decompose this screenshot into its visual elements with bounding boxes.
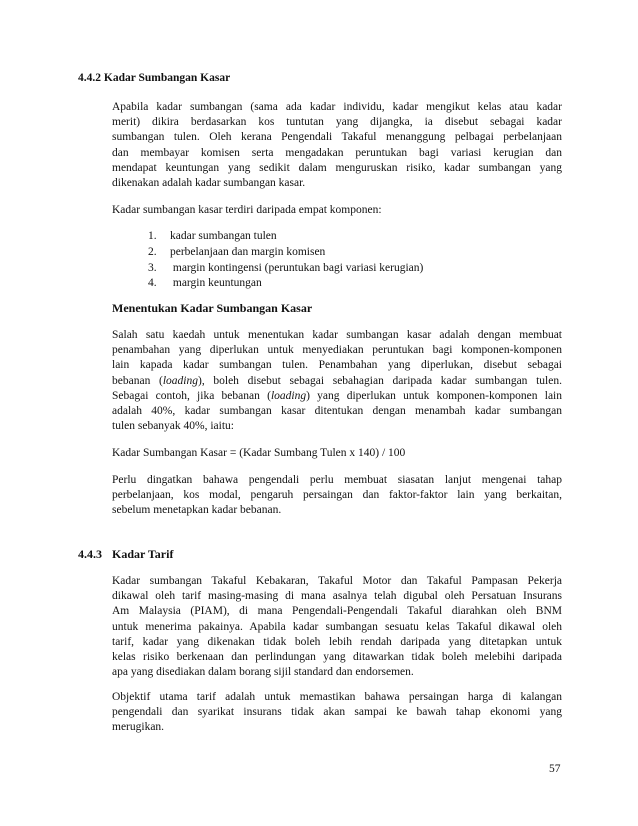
text-line: merit) dikira berdasarkan kos tuntutan yang dijangka, ia disebut sebagai kadar [112, 116, 562, 129]
text-line: lain kapada kadar sumbangan tulen. Penambahan yang diperlukan, disebut sebagai [112, 359, 562, 372]
text-line: sebelum menetapkan kadar bebanan. [112, 504, 282, 517]
text-line: dikawal oleh tarif masing-masing di mana asalnya telah digubal oleh Persatuan Insurans [112, 590, 562, 603]
text-line: dan membayar komisen serta mengadakan peruntukan bagi variasi kerugian dan [112, 146, 562, 159]
paragraph-method [112, 328, 562, 434]
section-title-kadar-tarif: Kadar Tarif [112, 547, 174, 561]
text-line: mendapat keuntungan yang sedikit dalam menguruskan risiko, kadar sumbangan yang [112, 161, 562, 174]
list-item [148, 276, 423, 292]
section-number-4-4-3: 4.4.3 [78, 547, 102, 561]
paragraph-components-intro [112, 203, 562, 218]
text-line: tulen sebanyak 40%, iaitu: [112, 420, 234, 433]
text-run: ) yang diperlukan untuk komponen-komponen lain [306, 389, 563, 402]
text-line: Kadar sumbangan Takaful Kebakaran, Takaful Motor dan Takaful Pampasan Pekerja [112, 575, 562, 587]
paragraph-tariff [112, 574, 562, 680]
text-line: adalah 40%, kadar sumbangan kasar ditentukan dengan menambah kadar sumbangan [112, 405, 562, 418]
text-line: Salah satu kaedah untuk menentukan kadar sumbangan kasar adalah dengan membuat [112, 329, 562, 341]
text-line: Objektif utama tarif adalah untuk memastikan bahawa persaingan harga di kalangan [112, 691, 562, 703]
list-item [148, 245, 423, 261]
list-item-text: margin keuntungan [170, 277, 262, 290]
text-line: penambahan yang diperlukan untuk menyediakan peruntukan bagi komponen-komponen [112, 344, 562, 357]
text-line [112, 374, 562, 389]
text-line: pengendali dan syarikat insurans tidak akan sampai ke bawah tahap ekonomi yang [112, 706, 562, 719]
list-item-number: 1. [148, 230, 157, 242]
formula: Kadar Sumbangan Kasar = (Kadar Sumbang Tulen x 140) / 100 [112, 447, 406, 459]
list-item-number: 4. [148, 277, 157, 290]
section-heading-4-4-2: 4.4.2 Kadar Sumbangan Kasar [78, 72, 231, 84]
text-run: bebanan ( [112, 374, 163, 387]
list-item [148, 261, 423, 277]
text-line: Kadar sumbangan kasar terdiri daripada empat komponen: [112, 204, 382, 216]
list-item-number: 3. [148, 261, 157, 274]
italic-term: loading [162, 374, 198, 387]
list-item [148, 229, 423, 245]
subheading-menentukan: Menentukan Kadar Sumbangan Kasar [112, 301, 313, 315]
text-line: perbelanjaan, kos modal, pengaruh persaingan dan faktor-faktor lain yang berkaitan, [112, 489, 562, 502]
text-line: merugikan. [112, 721, 165, 734]
list-item-number: 2. [148, 245, 157, 258]
text-line: dikenakan adalah kadar sumbangan kasar. [112, 177, 306, 190]
text-line: apa yang disediakan dalam borang sijil standard dan endorsemen. [112, 666, 414, 679]
list-item-text: perbelanjaan dan margin komisen [170, 245, 326, 258]
text-line: sumbangan tulen. Oleh kerana Pengendali Takaful menanggung pelbagai perbelanjaan [112, 131, 562, 144]
text-run: ), boleh disebut sebagai sebahagian daripada kadar sumbangan tulen. [197, 374, 562, 387]
text-line: Apabila kadar sumbangan (sama ada kadar individu, kadar mengikut kelas atau kadar [112, 101, 562, 113]
text-line: Perlu dingatkan bahawa pengendali perlu membuat siasatan lanjut mengenai tahap [112, 474, 562, 486]
components-list [148, 229, 423, 292]
text-run: Sebagai contoh, jika bebanan ( [112, 389, 271, 402]
text-line: tarif, kadar yang dikenakan tidak boleh lebih rendah daripada yang ditetapkan untuk [112, 635, 562, 648]
list-item-text: margin kontingensi (peruntukan bagi variasi kerugian) [170, 261, 424, 274]
text-line: kelas risiko berkenaan dan perlindungan yang ditawarkan tidak boleh melebihi daripada [112, 651, 562, 664]
list-item-text: kadar sumbangan tulen [170, 230, 277, 242]
paragraph-objective [112, 690, 562, 736]
text-line: Am Malaysia (PIAM), di mana Pengendali-Pengendali Takaful diarahkan oleh BNM [112, 605, 562, 618]
paragraph-note [112, 473, 562, 519]
italic-term: loading [270, 389, 307, 402]
text-line: untuk menerima pakainya. Apabila kadar sumbangan sesuatu kelas Takaful dikawal oleh [112, 620, 562, 633]
page-number: 57 [549, 763, 561, 775]
text-line [112, 389, 562, 404]
paragraph-definition [112, 100, 562, 191]
